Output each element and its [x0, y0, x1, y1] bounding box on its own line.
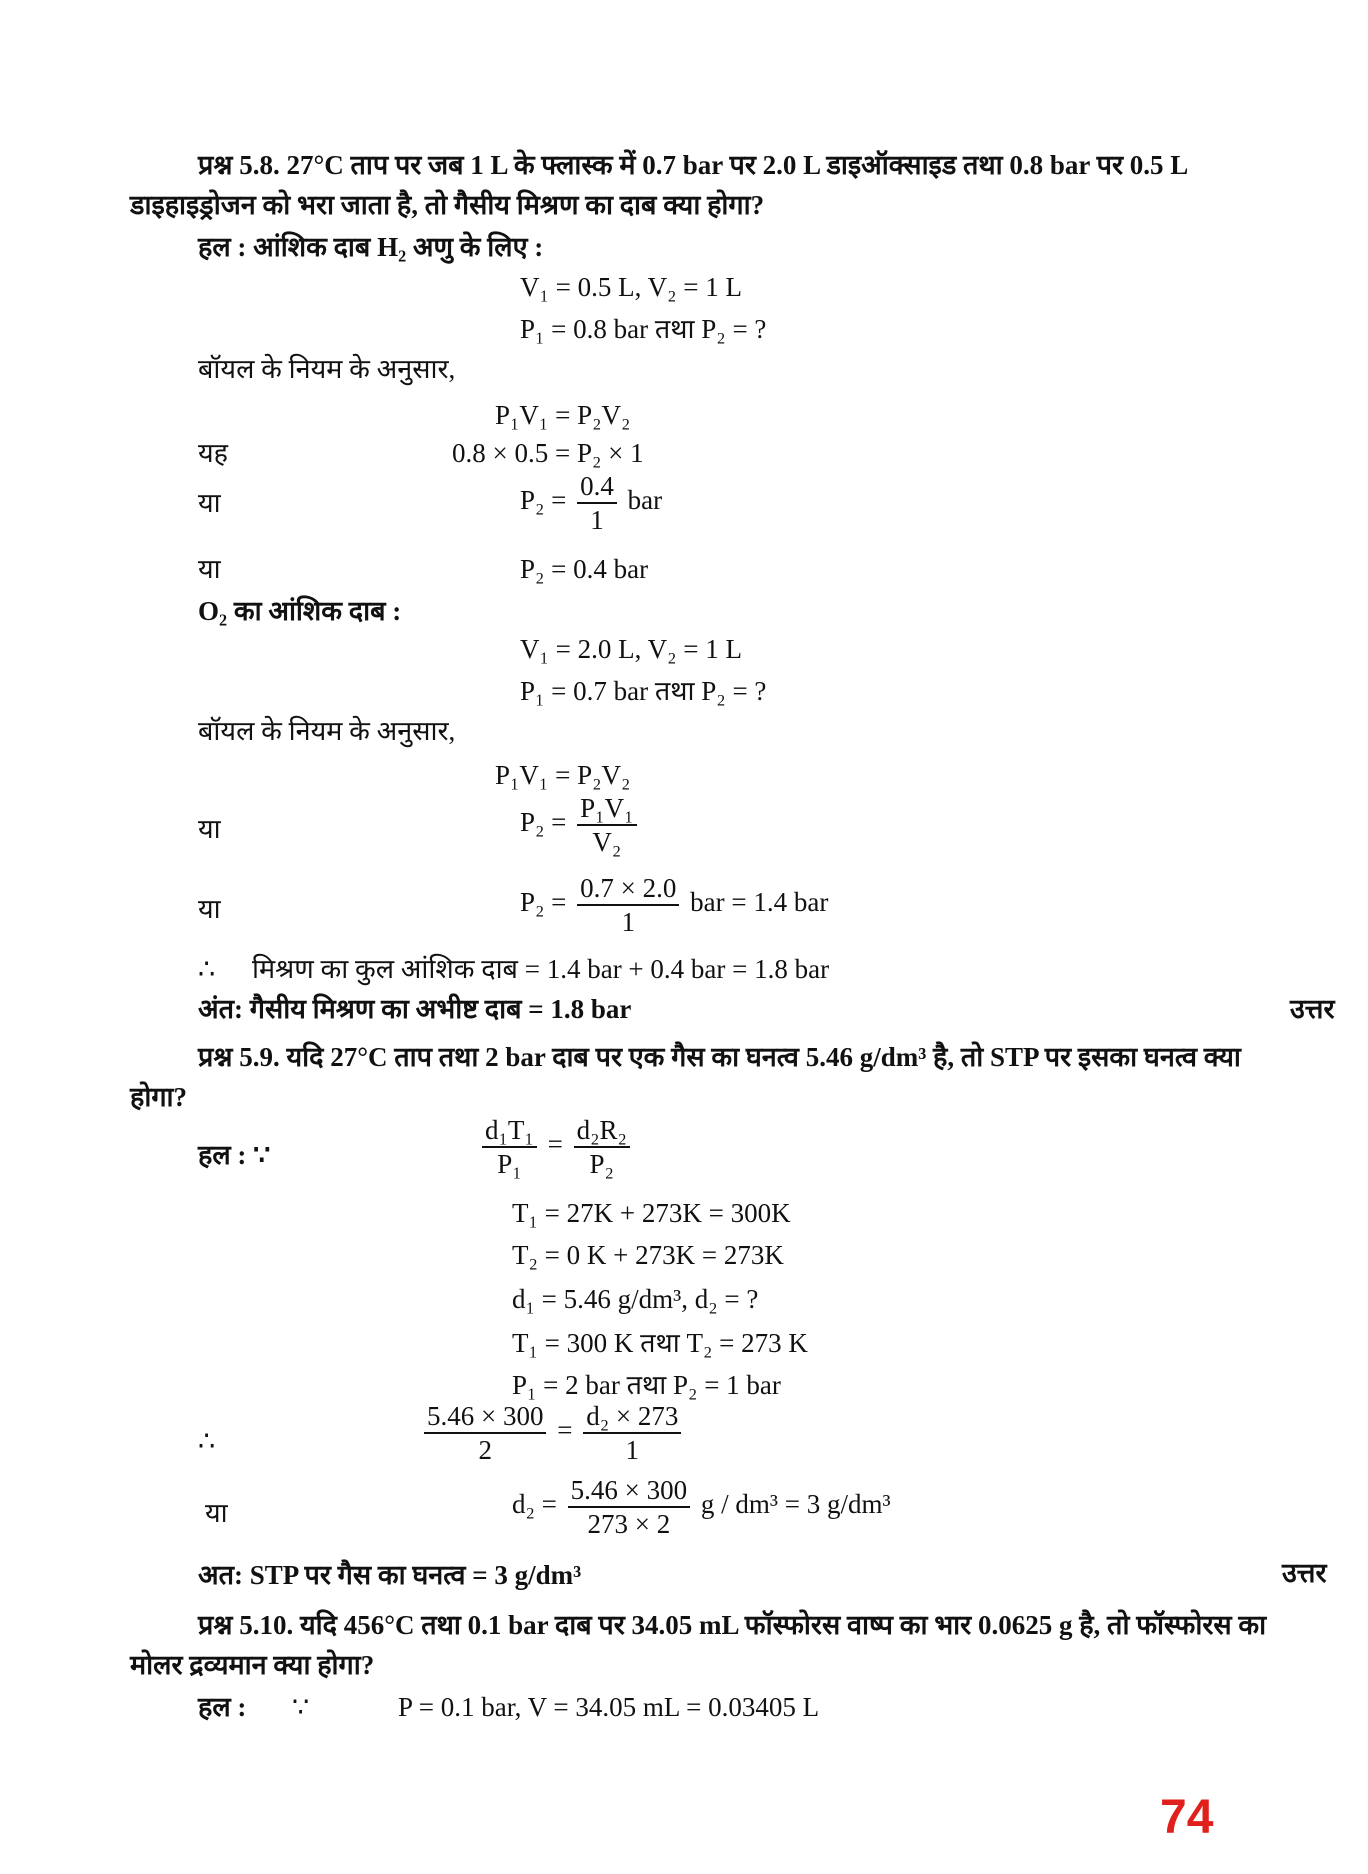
q58-eq-volumes-h2: V₁ = 0.5 L, V₂ = 1 L — [520, 272, 743, 302]
q59-answer-label: उत्तर — [1282, 1558, 1327, 1588]
q510-because: ∵ — [292, 1692, 310, 1722]
q59-final-answer: अत: STP पर गैस का घनत्व = 3 g/dm³ — [198, 1560, 582, 1590]
q58-title-line1: प्रश्न 5.8. 27°C ताप पर जब 1 L के फ्लास्क में 0.7 bar पर 2.0 L डाइऑक्साइड तथा 0.8 bar पर 0.5 L — [198, 150, 1189, 180]
q59-solution-label: हल : ∵ — [198, 1140, 271, 1170]
q58-eq5-fraction — [577, 470, 617, 536]
q58-eq-p2-formula — [520, 792, 641, 858]
q59-f1-equals: = — [547, 1129, 563, 1160]
q59-f1-fraction-left — [482, 1114, 537, 1180]
q58-eq5-lhs: P₂ = — [520, 485, 567, 516]
q58-label-yah: यह — [198, 438, 228, 468]
q58-eq11-lhs: P₂ = — [520, 887, 567, 918]
q59-f2-numerator-right: d₂ × 273 — [583, 1400, 681, 1434]
q58-eq-p2-calc — [520, 872, 828, 938]
q59-f2-equals: = — [557, 1415, 573, 1446]
q58-eq11-fraction — [577, 872, 679, 938]
q58-eq11-rhs: bar = 1.4 bar — [690, 887, 829, 918]
q59-f1-numerator-right: d₂R₂ — [574, 1114, 630, 1148]
q510-title-line2: मोलर द्रव्यमान क्या होगा? — [130, 1650, 375, 1680]
q59-title-line1: प्रश्न 5.9. यदि 27°C ताप तथा 2 bar दाब पर एक गैस का घनत्व 5.46 g/dm³ है, तो STP पर इसका घनत्व क्या — [198, 1042, 1241, 1072]
q59-eq-temperatures: T₁ = 300 K तथा T₂ = 273 K — [512, 1328, 808, 1358]
q59-f2-fraction-right — [583, 1400, 681, 1466]
q59-label-ya: या — [205, 1498, 228, 1528]
q58-eq-fraction-p2 — [520, 470, 662, 536]
q58-title-line2: डाइहाइड्रोजन को भरा जाता है, तो गैसीय मिश्रण का दाब क्या होगा? — [130, 190, 765, 220]
q58-answer-label: उत्तर — [1290, 994, 1335, 1024]
q59-eq-density-relation — [478, 1114, 634, 1180]
q58-boyle-law-2: बॉयल के नियम के अनुसार, — [198, 716, 456, 746]
q59-eq-densities: d₁ = 5.46 g/dm³, d₂ = ? — [512, 1284, 759, 1314]
q59-therefore: ∴ — [198, 1426, 216, 1456]
q59-eq-pressures: P₁ = 2 bar तथा P₂ = 1 bar — [512, 1370, 781, 1400]
q58-eq-volumes-o2: V₁ = 2.0 L, V₂ = 1 L — [520, 634, 743, 664]
q58-label-ya-1: या — [198, 488, 221, 518]
q58-eq-pressures-o2: P₁ = 0.7 bar तथा P₂ = ? — [520, 676, 767, 706]
q58-eq11-numerator: 0.7 × 2.0 — [577, 872, 679, 906]
q58-eq5-unit: bar — [627, 485, 663, 516]
q58-eq5-numerator: 0.4 — [577, 470, 617, 504]
q59-f2-denominator-right: 1 — [625, 1435, 640, 1465]
q59-eq-t2: T₂ = 0 K + 273K = 273K — [512, 1240, 784, 1270]
q59-f3-fraction — [568, 1474, 690, 1540]
q59-f3-denominator: 273 × 2 — [587, 1509, 671, 1539]
q59-title-line2: होगा? — [130, 1082, 188, 1112]
q59-eq-t1: T₁ = 27K + 273K = 300K — [512, 1198, 791, 1228]
q58-boyle-law-1: बॉयल के नियम के अनुसार, — [198, 354, 456, 384]
q58-eq10-numerator: P₁V₁ — [577, 792, 636, 826]
q59-f1-denominator-left: P₁ — [497, 1149, 522, 1179]
q59-f1-fraction-right — [574, 1114, 630, 1180]
q58-eq-substitution: 0.8 × 0.5 = P₂ × 1 — [452, 438, 644, 468]
q58-eq-boyle-2: P₁V₁ = P₂V₂ — [495, 760, 631, 790]
q58-eq-pressures-h2: P₁ = 0.8 bar तथा P₂ = ? — [520, 314, 767, 344]
q58-eq10-lhs: P₂ = — [520, 807, 567, 838]
q59-eq-d2-calc — [512, 1474, 891, 1540]
page-number: 74 — [1160, 1791, 1214, 1844]
q58-label-ya-3: या — [198, 814, 221, 844]
q58-eq5-denominator: 1 — [590, 505, 604, 535]
q58-solution-h2: हल : आंशिक दाब H₂ अणु के लिए : — [198, 232, 544, 262]
q59-f1-numerator-left: d₁T₁ — [482, 1114, 537, 1148]
q59-f3-rhs: g / dm³ = 3 g/dm³ — [700, 1489, 891, 1520]
q58-eq11-denominator: 1 — [621, 907, 636, 937]
q59-f2-numerator-left: 5.46 × 300 — [424, 1400, 546, 1434]
q58-eq-p2-result: P₂ = 0.4 bar — [520, 554, 649, 584]
q58-label-ya-4: या — [198, 894, 221, 924]
q59-f3-lhs: d₂ = — [512, 1489, 557, 1520]
q59-f3-numerator: 5.46 × 300 — [568, 1474, 690, 1508]
q510-title-line1: प्रश्न 5.10. यदि 456°C तथा 0.1 bar दाब पर 34.05 mL फॉस्फोरस वाष्प का भार 0.0625 g है, तो फॉस्फोरस का — [198, 1610, 1267, 1640]
q58-eq10-fraction — [577, 792, 636, 858]
q58-eq-boyle-1: P₁V₁ = P₂V₂ — [495, 400, 631, 430]
q58-label-ya-2: या — [198, 554, 221, 584]
q59-f1-denominator-right: P₂ — [589, 1149, 614, 1179]
q510-solution-label: हल : — [198, 1692, 247, 1722]
q58-o2-heading: O₂ का आंशिक दाब : — [198, 596, 402, 626]
q58-final-answer: अंत: गैसीय मिश्रण का अभीष्ट दाब = 1.8 bar — [198, 994, 632, 1024]
q58-eq10-denominator: V₂ — [592, 827, 622, 857]
q59-f2-denominator-left: 2 — [478, 1435, 492, 1465]
q59-eq-substitution — [420, 1400, 685, 1466]
q59-f2-fraction-left — [424, 1400, 546, 1466]
q58-total-pressure: मिश्रण का कुल आंशिक दाब = 1.4 bar + 0.4 bar = 1.8 bar — [252, 954, 830, 984]
q510-eq-given: P = 0.1 bar, V = 34.05 mL = 0.03405 L — [398, 1692, 820, 1722]
q58-therefore: ∴ — [198, 954, 216, 984]
